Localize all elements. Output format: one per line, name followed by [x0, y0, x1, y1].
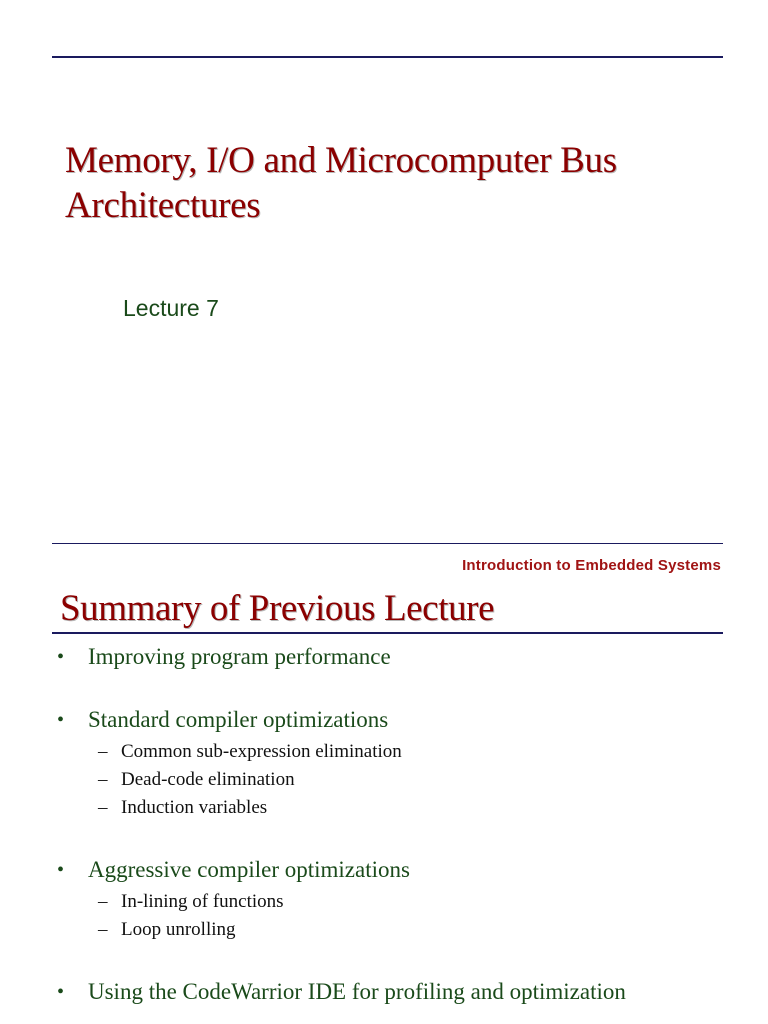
- slide-title-line-2: Architectures: [65, 185, 261, 226]
- sub-item: [88, 888, 747, 916]
- bullet-icon: •: [57, 981, 65, 1003]
- sub-text: Common sub-expression elimination: [121, 741, 402, 762]
- sub-list: [88, 888, 747, 944]
- bullet-text: Improving program performance: [88, 644, 391, 669]
- bullet-item: [57, 855, 747, 944]
- top-rule: [52, 56, 723, 58]
- dash-icon: –: [98, 741, 108, 762]
- sub-item: [88, 916, 747, 944]
- sub-item: [88, 766, 747, 794]
- slide-top-rule: [52, 543, 723, 544]
- summary-slide: [0, 540, 768, 1024]
- bullet-text: Standard compiler optimizations: [88, 707, 389, 732]
- sub-text: Dead-code elimination: [121, 769, 295, 790]
- dash-icon: –: [98, 891, 108, 912]
- bullet-list: [57, 642, 747, 1007]
- dash-icon: –: [98, 769, 108, 790]
- dash-icon: –: [98, 919, 108, 940]
- bullet-item: [57, 705, 747, 822]
- sub-list: [88, 738, 747, 822]
- sub-text: In-lining of functions: [121, 891, 284, 912]
- lecture-number: Lecture 7: [123, 295, 219, 321]
- title-underline: [52, 632, 723, 634]
- dash-icon: –: [98, 797, 108, 818]
- sub-item: [88, 738, 747, 766]
- sub-text: Loop unrolling: [121, 919, 236, 940]
- bullet-item: [57, 977, 747, 1007]
- bullet-icon: •: [57, 859, 65, 881]
- slide-title-line-1: Memory, I/O and Microcomputer Bus: [65, 140, 617, 181]
- bullet-text: Aggressive compiler optimizations: [88, 857, 410, 882]
- summary-title: Summary of Previous Lecture: [60, 588, 495, 629]
- sub-text: Induction variables: [121, 797, 268, 818]
- slide-title: [65, 138, 705, 228]
- bullet-icon: •: [57, 646, 65, 668]
- sub-item: [88, 794, 747, 822]
- bullet-icon: •: [57, 709, 65, 731]
- bullet-item: [57, 642, 747, 672]
- bullet-text: Using the CodeWarrior IDE for profiling and optimization: [88, 979, 626, 1004]
- course-name: Introduction to Embedded Systems: [462, 557, 721, 574]
